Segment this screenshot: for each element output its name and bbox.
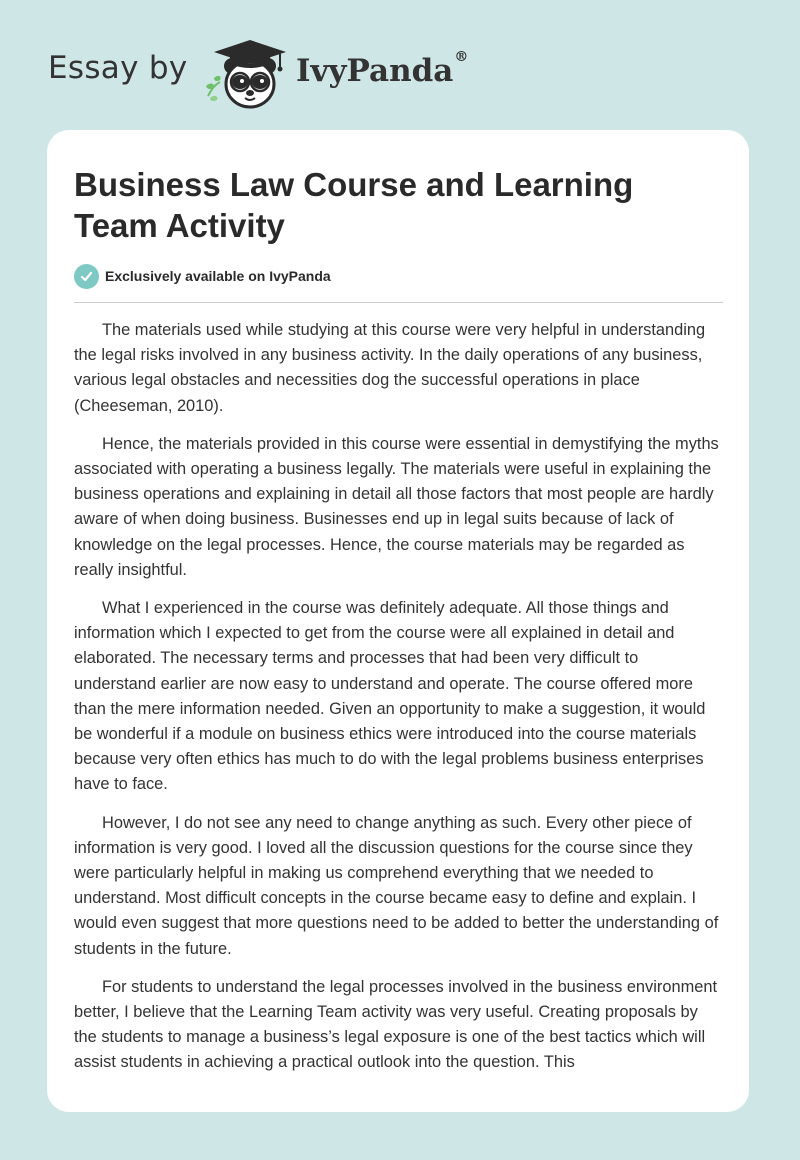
- site-header: [0, 0, 800, 130]
- divider: [74, 302, 723, 303]
- paragraph: The materials used while studying at this course were very helpful in understanding the legal risks involved in any business activity. In the daily operations of any business, various legal obstacles and necessities dog the successful operations in place (Cheeseman, 2010).: [74, 321, 706, 415]
- essay-body: [74, 318, 723, 1089]
- exclusive-badge-text: Exclusively available on IvyPanda: [105, 268, 331, 284]
- essay-card: [47, 130, 749, 1112]
- check-circle-icon: [74, 264, 99, 289]
- page-title: Business Law Course and Learning Team Activity: [74, 166, 634, 244]
- brand-name-text: IvyPanda: [296, 53, 454, 89]
- registered-mark: ®: [454, 49, 469, 65]
- essay-by-label: Essay by: [48, 50, 188, 86]
- brand-name[interactable]: [296, 49, 469, 89]
- paragraph: What I experienced in the course was definitely adequate. All those things and information which I expected to get from the course were all explained in detail and elaborated. The necessary terms and processes that had been very difficult to understand earlier are now easy to understand and operate. The course offered more than the mere information needed. Given an opportunity to make a suggestion, it would be wonderful if a module on business ethics were introduced into the course materials because very often ethics has much to do with the legal problems business enterprises have to face.: [74, 599, 706, 794]
- exclusive-badge: [74, 263, 331, 289]
- paragraph: Hence, the materials provided in this course were essential in demystifying the myths associated with operating a business legally. The materials were useful in explaining the business operations and explaining in detail all those factors that most people are hardly aware of when doing business. Businesses end up in legal suits because of lack of knowledge on the legal processes. Hence, the course materials may be regarded as really insightful.: [74, 434, 719, 579]
- panda-graduation-cap-icon[interactable]: [200, 36, 292, 112]
- paragraph: However, I do not see any need to change anything as such. Every other piece of information is very good. I loved all the discussion questions for the course since they were particularly helpful in making us comprehend everything that we needed to understand. Most difficult concepts in the course became easy to define and explain. I would even suggest that more questions need to be added to better the understanding of students in the future.: [74, 813, 719, 958]
- paragraph: For students to understand the legal processes involved in the business environment better, I believe that the Learning Team activity was very useful. Creating proposals by the students to manage a business’s legal exposure is one of the best tactics which will assist students in achieving a practical outlook into the question. This: [74, 977, 718, 1072]
